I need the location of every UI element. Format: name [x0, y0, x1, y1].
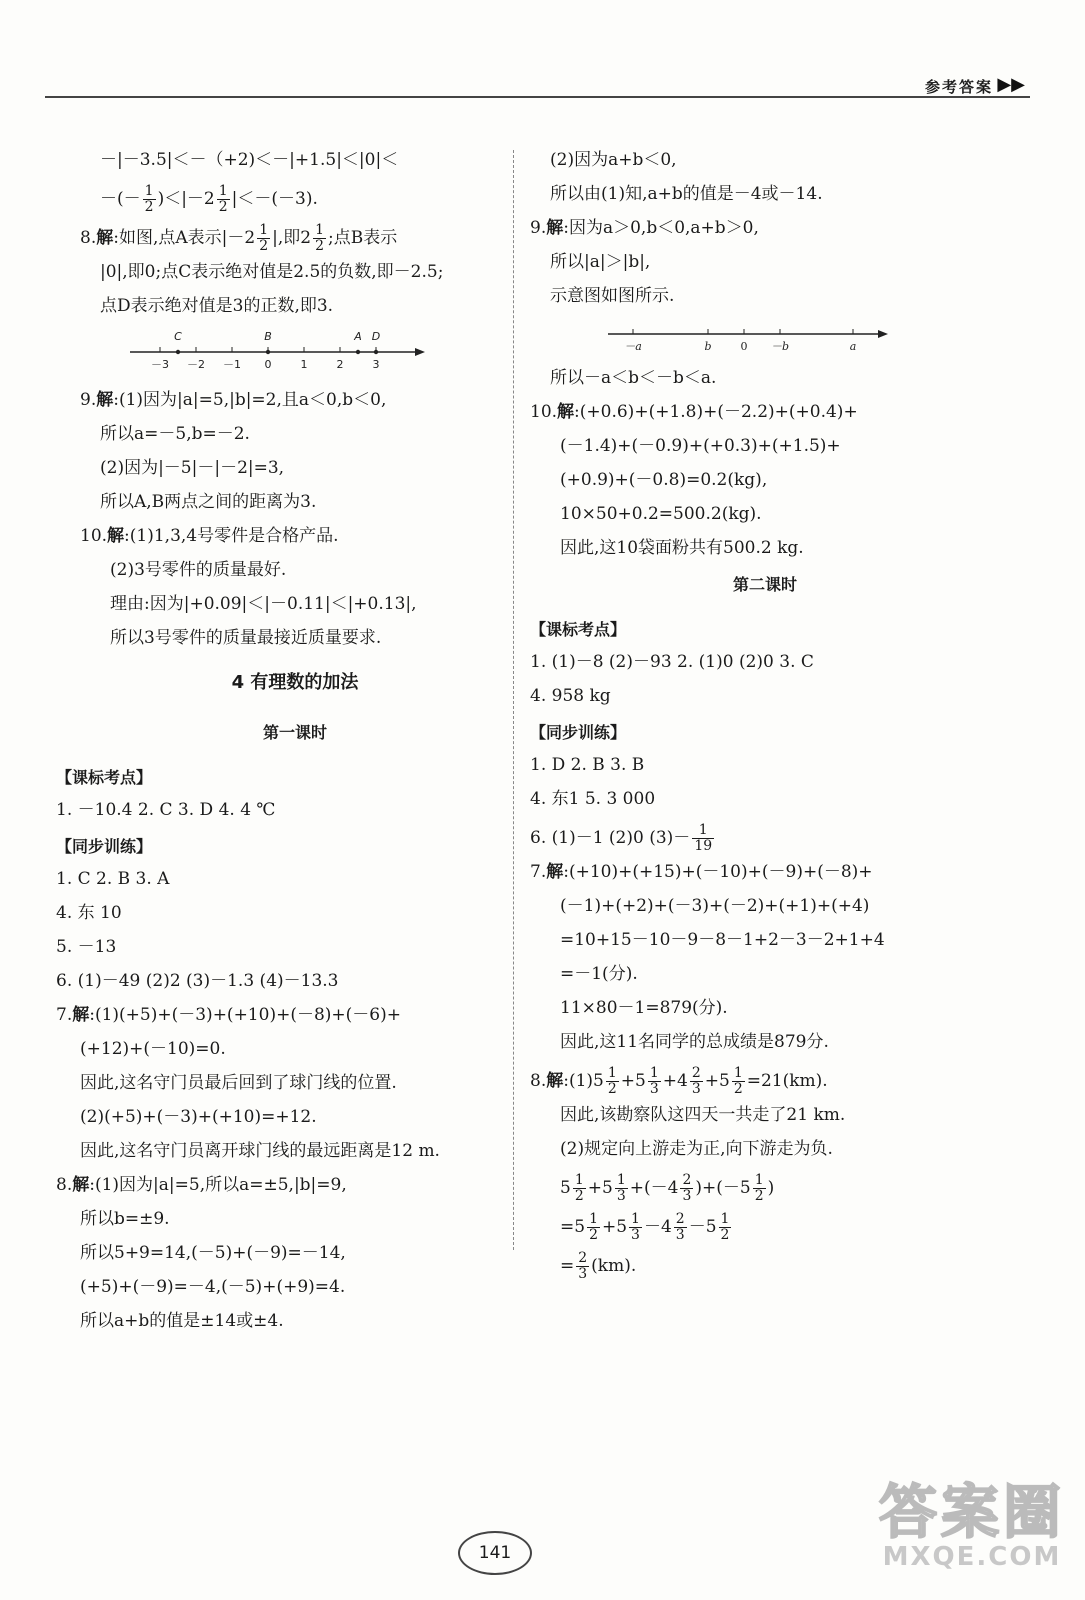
- text-line: (2)(+5)+(－3)+(+10)=+12.: [80, 1107, 317, 1127]
- number-line-2: [608, 320, 908, 356]
- number-line-1: [130, 330, 430, 380]
- fraction: $\frac{1}{2}$: [315, 222, 324, 254]
- fraction: $\frac{1}{19}$: [694, 822, 713, 854]
- tick-label: 0: [740, 340, 748, 353]
- text-line: =10+15－10－9－8－1+2－3－2+1+4: [560, 930, 885, 950]
- header-label: 参考答案: [924, 78, 993, 96]
- left-column: [56, 150, 510, 1345]
- fraction: $\frac{1}{2}$: [589, 1211, 598, 1243]
- question-9: 9.解:(1)因为|a|=5,|b|=2,且a＜0,b＜0,: [80, 390, 387, 410]
- lesson-title: 第一课时: [262, 723, 327, 742]
- watermark-logo: 答案圈 MXQE.COM: [878, 1478, 1065, 1572]
- answer-line: 7.解:(1)(+5)+(－3)+(+10)+(－8)+(－6)+: [56, 1005, 401, 1025]
- text-line: =5 $\frac{1}{2}$ +5 $\frac{1}{3}$ －4 $\frac{2}{3}$ －5 $\frac{1}{2}$: [560, 1211, 730, 1243]
- point-b: [266, 350, 270, 354]
- text-line: (2)规定向上游走为正,向下游走为负.: [560, 1139, 833, 1159]
- text-line: 所以3号零件的质量最接近质量要求.: [110, 628, 382, 648]
- text-line: 11×80－1=879(分).: [560, 998, 728, 1018]
- text-line: =－1(分).: [560, 964, 638, 984]
- text-line: 所以a=－5,b=－2.: [100, 424, 250, 444]
- fraction: $\frac{2}{3}$: [682, 1172, 692, 1204]
- text-line: (－1)+(+2)+(－3)+(－2)+(+1)+(+4): [560, 896, 870, 916]
- answer-line: 4. 958 kg: [530, 686, 611, 706]
- text-line: 因此,这名守门员离开球门线的最远距离是12 m.: [80, 1141, 440, 1161]
- double-arrow-icon: ▶▶: [997, 74, 1025, 95]
- text-line: 10×50+0.2=500.2(kg).: [560, 504, 762, 524]
- tick-label: 1: [300, 358, 308, 371]
- text-line: 示意图如图所示.: [550, 286, 675, 306]
- point-c: [176, 350, 180, 354]
- text-line: 点D表示绝对值是3的正数,即3.: [100, 296, 334, 316]
- text-line: (2)因为a+b＜0,: [550, 150, 677, 170]
- section-tag: 【课标考点】: [56, 768, 153, 787]
- section-tag: 【同步训练】: [56, 837, 153, 856]
- answer-line: 4. 东1 5. 3 000: [530, 789, 656, 809]
- point-a: [356, 350, 360, 354]
- text-line: (+12)+(－10)=0.: [80, 1039, 226, 1059]
- fraction: $\frac{1}{3}$: [631, 1211, 640, 1243]
- fraction: $\frac{2}{3}$: [691, 1065, 701, 1097]
- question-10: 10.解:(1)1,3,4号零件是合格产品.: [80, 526, 339, 546]
- text-line: 所以|a|＞|b|,: [550, 252, 651, 272]
- answer-line: 8.解:(1)因为|a|=5,所以a=±5,|b|=9,: [56, 1175, 347, 1195]
- answer-line: 1. D 2. B 3. B: [530, 755, 645, 775]
- tick-label: a: [849, 340, 857, 353]
- tick-label: 0: [264, 358, 272, 371]
- fraction: $\frac{1}{2}$: [259, 222, 269, 254]
- right-column: [530, 150, 1000, 1290]
- text-line: 理由:因为|+0.09|＜|－0.11|＜|+0.13|,: [110, 594, 417, 614]
- answer-line: 1. (1)－8 (2)－93 2. (1)0 (2)0 3. C: [530, 652, 814, 672]
- fraction: $\frac{1}{2}$: [607, 1065, 617, 1097]
- page-number: 141: [458, 1531, 532, 1575]
- fraction: $\frac{2}{3}$: [578, 1250, 588, 1282]
- tick-label: －1: [223, 358, 241, 371]
- text-line: (+0.9)+(－0.8)=0.2(kg),: [560, 470, 768, 490]
- answer-line: 7.解:(+10)+(+15)+(－10)+(－9)+(－8)+: [530, 862, 873, 882]
- text-line: 所以A,B两点之间的距离为3.: [100, 492, 317, 512]
- text-line: 因此,该勘察队这四天一共走了21 km.: [560, 1105, 846, 1125]
- text-line: (+5)+(－9)=－4,(－5)+(+9)=4.: [80, 1277, 346, 1297]
- question-10: 10.解:(+0.6)+(+1.8)+(－2.2)+(+0.4)+: [530, 402, 858, 422]
- tick-label: b: [704, 340, 712, 353]
- point-d: [374, 350, 378, 354]
- fraction: $\frac{1}{2}$: [754, 1172, 764, 1204]
- tick-label: －3: [151, 358, 169, 371]
- text-line: 因此,这11名同学的总成绩是879分.: [560, 1032, 829, 1052]
- point-label: D: [371, 330, 381, 343]
- lesson-title: 第二课时: [732, 575, 797, 594]
- text-line: 5 $\frac{1}{2}$ +5 $\frac{1}{3}$ +(－4 $\frac{2}{3}$ )+(－5 $\frac{1}{2}$ ): [560, 1172, 775, 1204]
- question-9: 9.解:因为a＞0,b＜0,a+b＞0,: [530, 218, 759, 238]
- text-line: 因此,这10袋面粉共有500.2 kg.: [560, 538, 804, 558]
- text-line: 所以b=±9.: [80, 1209, 170, 1229]
- fraction: $\frac{1}{2}$: [218, 183, 228, 215]
- answer-line: 1. C 2. B 3. A: [56, 869, 170, 889]
- header-rule: [45, 96, 1030, 98]
- fraction: $\frac{1}{2}$: [733, 1065, 743, 1097]
- tick-label: 3: [372, 358, 380, 371]
- tick-label: －2: [187, 358, 205, 371]
- answer-line: 6. (1)－1 (2)0 (3)－ $\frac{1}{19}$: [530, 822, 713, 854]
- tick-label: －b: [770, 340, 790, 353]
- text-line: －(－ $\frac{1}{2}$ )＜|－2 $\frac{1}{2}$ |＜－(－3).: [100, 183, 318, 215]
- fraction: $\frac{1}{2}$: [574, 1172, 584, 1204]
- text-line: |0|,即0;点C表示绝对值是2.5的负数,即－2.5;: [100, 262, 444, 282]
- point-label: B: [264, 330, 272, 343]
- text-line: 所以－a＜b＜－b＜a.: [550, 368, 717, 388]
- section-tag: 【同步训练】: [530, 723, 627, 742]
- fraction: $\frac{1}{2}$: [144, 183, 154, 215]
- text-line: (2)3号零件的质量最好.: [110, 560, 287, 580]
- answer-line: 8.解:(1)5 $\frac{1}{2}$ +5 $\frac{1}{3}$ +4 $\frac{2}{3}$ +5 $\frac{1}{2}$ =21(km).: [530, 1065, 828, 1097]
- fraction: $\frac{1}{3}$: [616, 1172, 626, 1204]
- point-label: C: [174, 330, 182, 343]
- fraction: $\frac{1}{3}$: [649, 1065, 659, 1097]
- answer-line: 6. (1)－49 (2)2 (3)－1.3 (4)－13.3: [56, 971, 339, 991]
- answer-line: 4. 东 10: [56, 903, 122, 923]
- column-divider: [513, 150, 514, 1250]
- section-tag: 【课标考点】: [530, 620, 627, 639]
- answer-line: 5. －13: [56, 937, 117, 957]
- question-8: 8.解:如图,点A表示|－2 $\frac{1}{2}$ |,即2 $\frac{1}{2}$ ;点B表示: [80, 222, 398, 254]
- fraction: $\frac{2}{3}$: [675, 1211, 685, 1243]
- text-line: 所以a+b的值是±14或±4.: [80, 1311, 284, 1331]
- point-label: A: [354, 330, 362, 343]
- tick-label: 2: [336, 358, 344, 371]
- text-line: 所以由(1)知,a+b的值是－4或－14.: [550, 184, 823, 204]
- answer-line: 1. －10.4 2. C 3. D 4. 4 ℃: [56, 800, 276, 820]
- section-title: 4 有理数的加法: [231, 672, 359, 693]
- tick-label: －a: [624, 340, 642, 353]
- text-line: (2)因为|－5|－|－2|=3,: [100, 458, 285, 478]
- text-line: 因此,这名守门员最后回到了球门线的位置.: [80, 1073, 397, 1093]
- text-line: 所以5+9=14,(－5)+(－9)=－14,: [80, 1243, 346, 1263]
- text-line: (－1.4)+(－0.9)+(+0.3)+(+1.5)+: [560, 436, 841, 456]
- fraction: $\frac{1}{2}$: [720, 1211, 730, 1243]
- text-line: = $\frac{2}{3}$ (km).: [560, 1250, 637, 1282]
- text-line: －|－3.5|＜－（+2)＜－|+1.5|＜|0|＜: [100, 150, 399, 170]
